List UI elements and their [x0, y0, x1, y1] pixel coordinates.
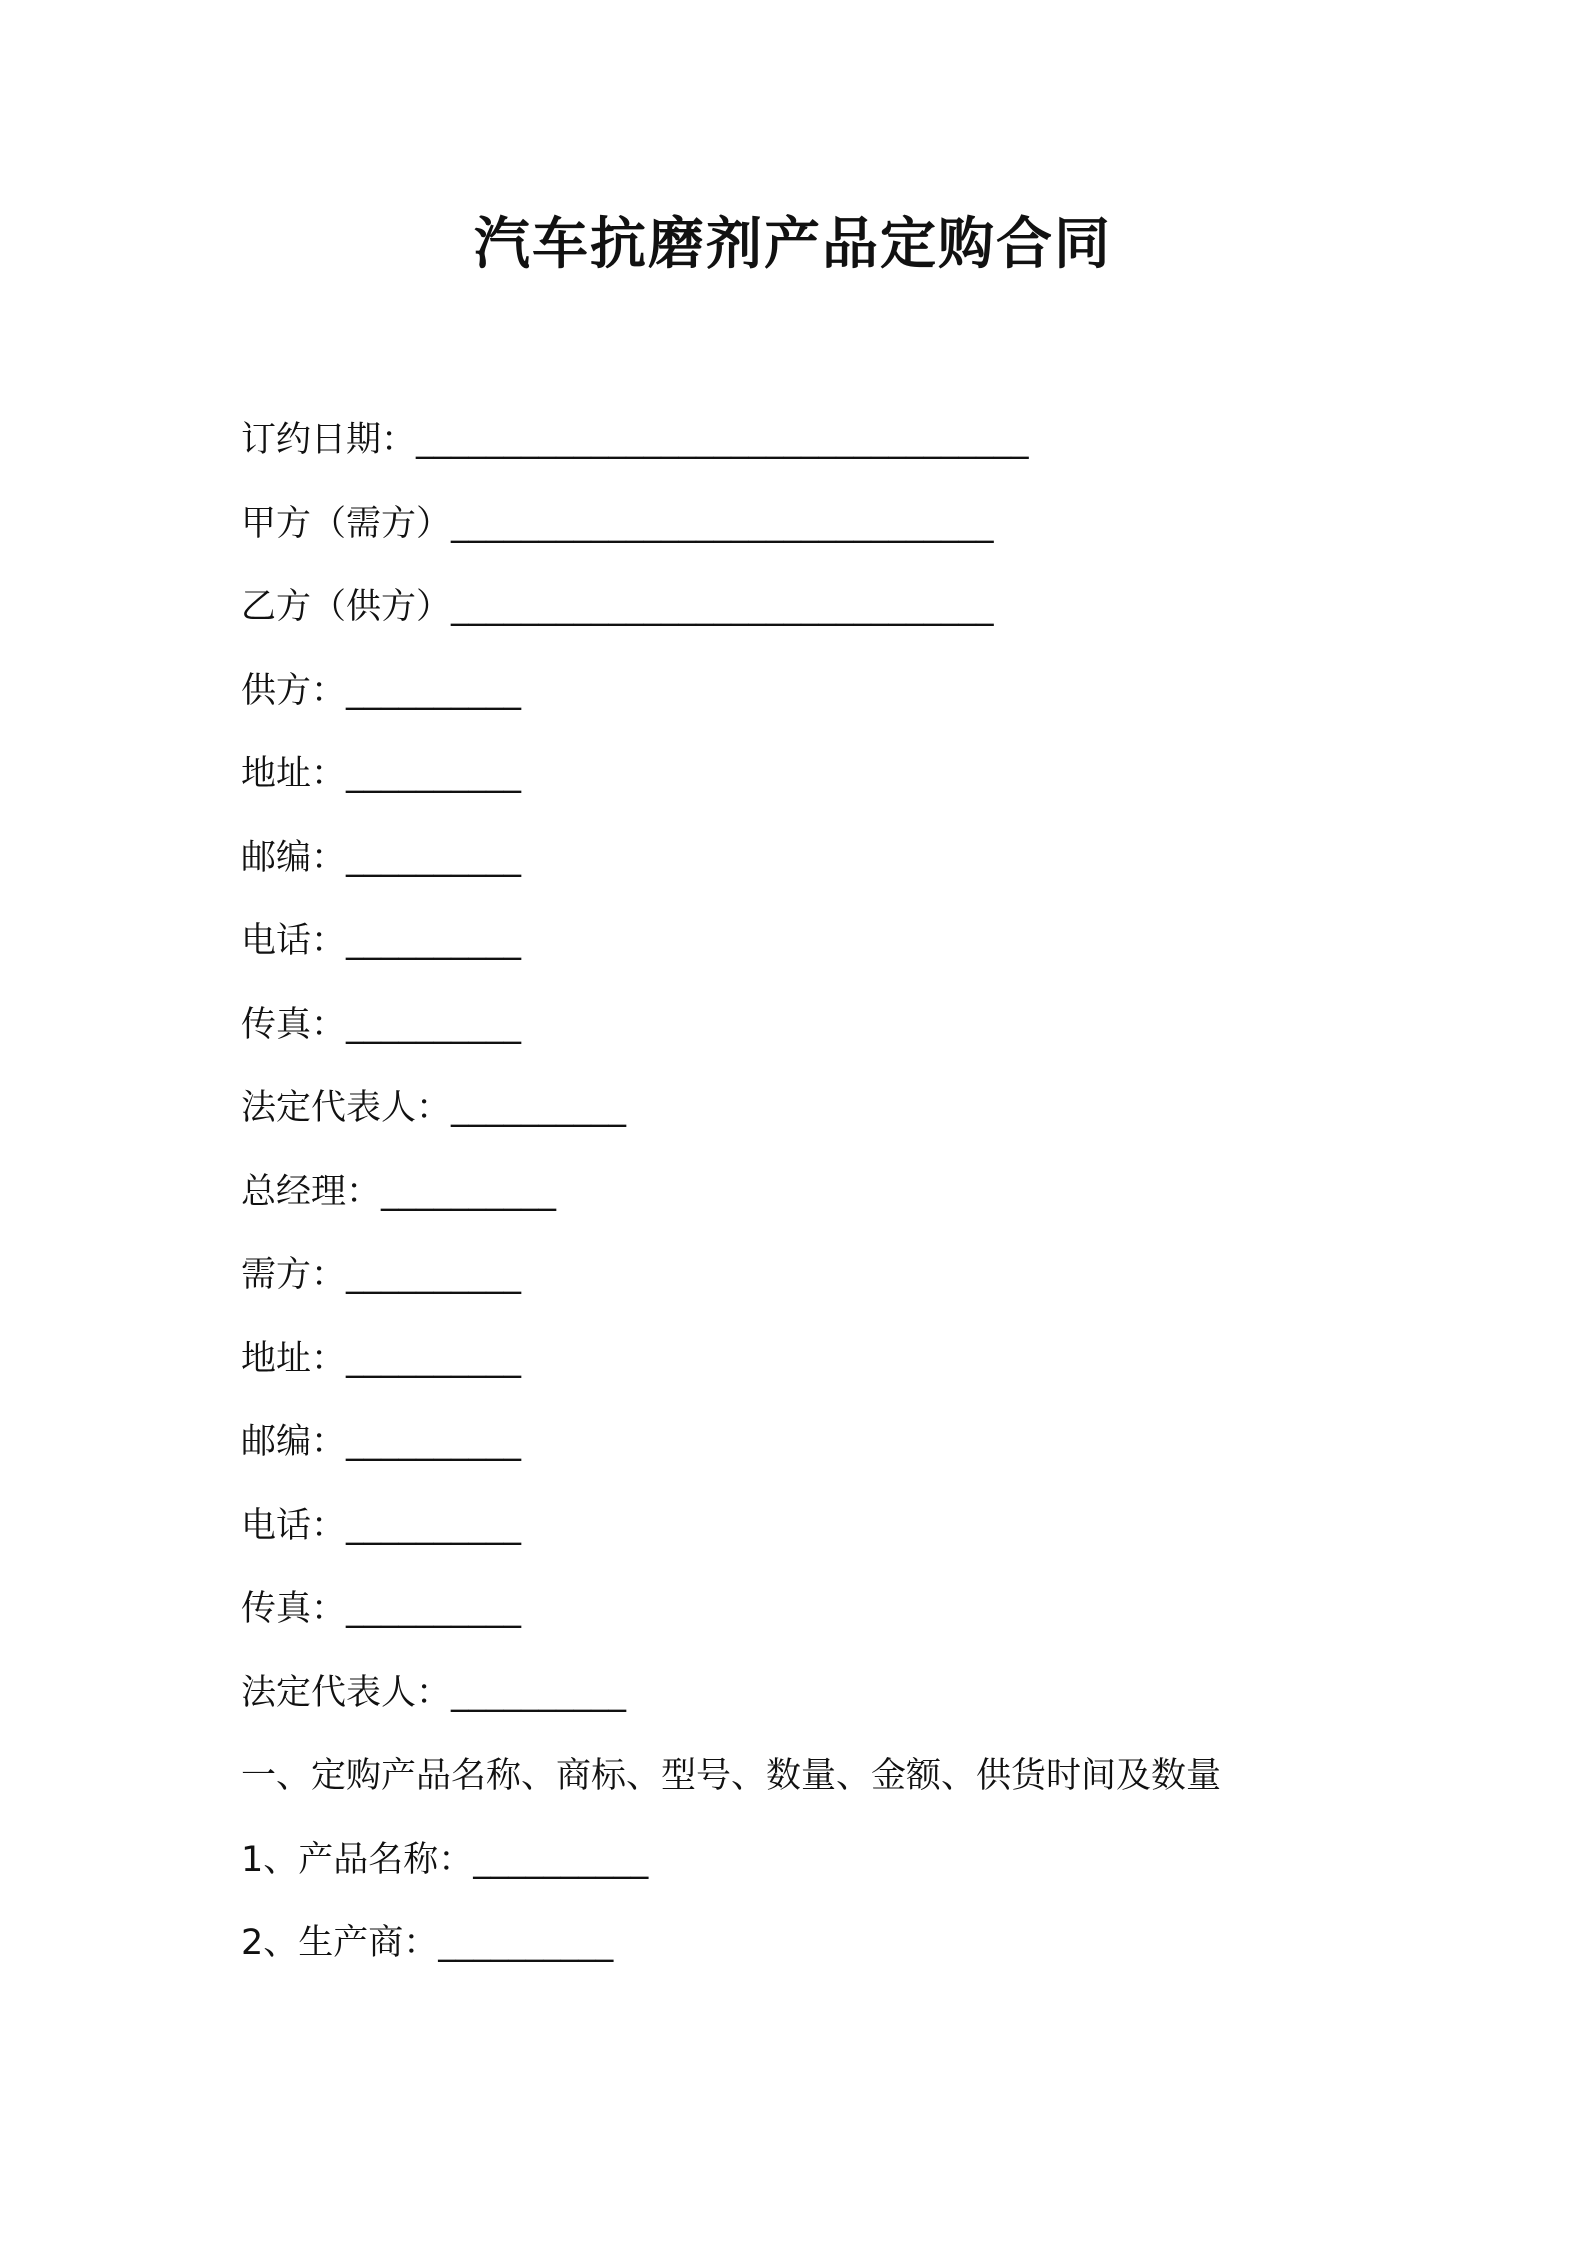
field-buyer: 需方：__________ — [241, 1255, 522, 1295]
field-buyer-fax: 传真：__________ — [241, 1589, 522, 1629]
field-product-name: 1、产品名称：__________ — [241, 1839, 649, 1880]
field-party-a: 甲方（需方）_______________________________ — [241, 503, 994, 544]
field-buyer-legal-rep: 法定代表人：__________ — [241, 1672, 627, 1713]
field-supplier-general-manager: 总经理：__________ — [241, 1171, 557, 1212]
contract-fields — [241, 405, 1441, 1992]
field-buyer-phone: 电话：__________ — [241, 1505, 522, 1546]
field-signing-date: 订约日期：___________________________________ — [241, 420, 1029, 460]
field-supplier-fax: 传真：__________ — [241, 1004, 522, 1045]
document-title: 汽车抗磨剂产品定购合同 — [474, 212, 1112, 277]
field-buyer-address: 地址：__________ — [241, 1338, 522, 1379]
field-manufacturer: 2、生产商：__________ — [241, 1923, 614, 1963]
field-supplier-address: 地址：__________ — [241, 754, 522, 794]
field-supplier: 供方：__________ — [241, 670, 522, 711]
section-heading-1: 一、定购产品名称、商标、型号、数量、金额、供货时间及数量 — [241, 1756, 1222, 1796]
field-party-b: 乙方（供方）_______________________________ — [241, 587, 994, 627]
field-supplier-phone: 电话：__________ — [241, 921, 522, 961]
field-buyer-postcode: 邮编：__________ — [241, 1422, 522, 1462]
field-supplier-postcode: 邮编：__________ — [241, 837, 522, 878]
field-supplier-legal-rep: 法定代表人：__________ — [241, 1088, 627, 1128]
